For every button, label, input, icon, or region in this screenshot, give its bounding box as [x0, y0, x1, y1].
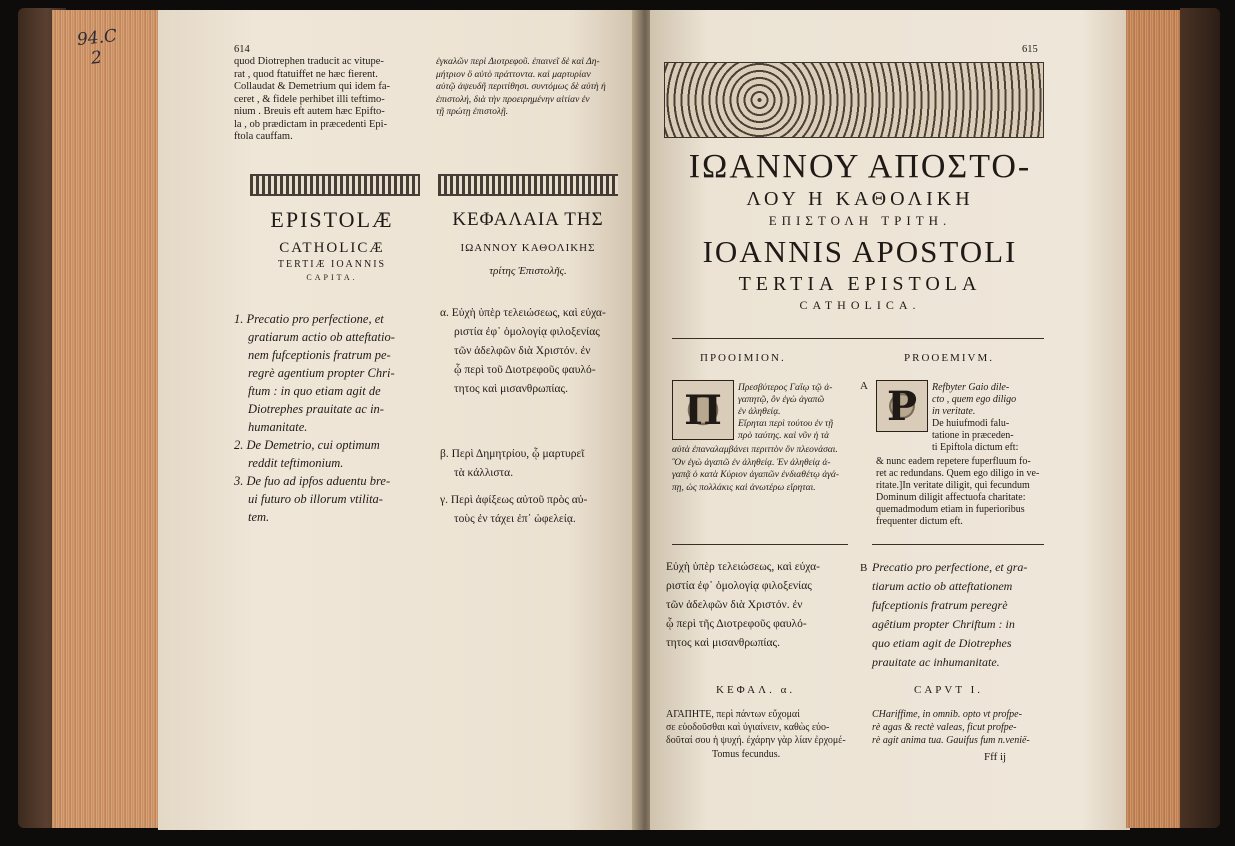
latin-chapter-list: [234, 310, 395, 526]
decorative-headpiece: [664, 62, 1044, 138]
greek-chapter-text: ΑΓΑΠΗΤΕ, περὶ πάντων εὔχομαί σε εὐοδοῦσθαι καὶ ὑγιαίνειν, καθὼς εὐο- δοῦταί σου ἡ ψυχή. ἐχάρην γὰρ λίαν ἐρχομέ-: [666, 709, 846, 746]
latin-chapter-2: 2. De Demetrio, cui optimum reddit teftimonium.: [234, 438, 380, 470]
latin-decorated-initial: P: [876, 380, 928, 432]
latin-intro: quod Diotrephen traducit ac vitupe- rat , quod ftatuiffet ne hæc fierent. Collaudat & Demetrium qui idem fa- ceret , & fidele perhibet illi teftimo- nium . Breuis eft autem hæc Epifto- la , ob prædictam in præcedenti Epi- ftola cauffam.: [234, 56, 391, 142]
right-ornament-band: [438, 174, 618, 196]
left-page-edges: [52, 10, 162, 828]
greek-chapter-3: γ. Περὶ ἀφίξεως αὐτοῦ πρὸς αὐ- τοὺς ἐν τάχει ἐπ᾽ ὠφελείᾳ.: [440, 494, 588, 525]
latin-chapter-heading: CAPVT I.: [914, 684, 984, 696]
right-page-edges: [1126, 10, 1188, 828]
signature-mark: Fff ij: [984, 751, 1007, 763]
latin-chapter-3: 3. De fuo ad ipfos aduentu bre- ui futuro ob illorum vtilita- tem.: [234, 474, 391, 524]
right-page-number: 615: [1022, 44, 1038, 55]
latin-capita-title: EPISTOLÆ CATHOLICÆ TERTIÆ IOANNIS CAPITA.: [270, 207, 394, 282]
catchword: Tomus fecundus.: [712, 749, 781, 760]
latin-summary: Precatio pro perfectione, et gra- tiarum actio ob atteftationem fufceptionis fratrum peregrè agêtium propter Chriftum : in quo etiam agit de Diotrephes prauitate ac inhumanitate.: [872, 560, 1028, 669]
greek-chapter-2: β. Περὶ Δημητρίου, ᾧ μαρτυρεῖ τὰ κάλλιστα.: [440, 448, 585, 479]
right-title-block: ΙΩΑΝΝΟΥ ΑΠΟΣΤΟ- ΛΟΥ Η ΚΑΘΟΛΙΚΗ ΕΠΙΣΤΟΛΗ ΤΡΙΤΗ. IOANNIS APOSTOLI TERTIA EPISTOLA CATHOLICA.: [688, 148, 1032, 312]
handwritten-note: 94.C 2: [76, 26, 118, 69]
summary-rule-left: [672, 544, 848, 545]
right-cover-spine: [1180, 8, 1220, 828]
latin-proem-continued: & nunc eadem repetere fuperfluum fo- ret ac redundans. Quem ego diligo in ve- ritate.]In veritate diligit, qui fecundum Dominum diligit affectuofa charitate: quemadmodum etiam in fuperioribus frequenter dictum eft.: [876, 456, 1040, 527]
latin-proem: Refbyter Gaio dile- cto , quem ego diligo in veritate. De huiufmodi falu- tatione in præceden- ti Epiftola dictum eft:: [932, 382, 1019, 453]
greek-proem-heading: ΠΡΟΟΙΜΙΟΝ.: [700, 352, 786, 364]
left-page-number: 614: [234, 44, 250, 55]
greek-decorated-initial: Π: [672, 380, 734, 440]
greek-chapter-list: [440, 304, 606, 529]
summary-rule-right: [872, 544, 1044, 545]
margin-letter-b: B: [860, 562, 868, 574]
greek-capita-title: ΚΕΦΑΛΑΙΑ ΤΗΣ ΙΩΑΝΝΟΥ ΚΑΘΟΛΙΚΗΣ τρίτης Ἐπιστολῆς.: [452, 209, 604, 277]
latin-proem-heading: PROOEMIVM.: [904, 352, 994, 364]
title-rule: [672, 338, 1044, 339]
left-ornament-band: [250, 174, 420, 196]
greek-chapter-heading: ΚΕΦΑΛ. α.: [716, 684, 796, 696]
greek-intro: ἐγκαλῶν περὶ Διοτρεφοῦ. ἐπαινεῖ δὲ καὶ Δη- μήτριον ὃ αὐτὸ πράττοντα. καὶ μαρτυρίαν αὐτῷ ἀψευδῆ περιτίθησι. συντόμως δὲ αὐτὴ ἡ ἐπιστολή, διὰ τὴν προειρημένην αἰτίαν ἐν τῇ πρώτῃ ἐπιστολῇ.: [436, 57, 606, 117]
latin-chapter-1: 1. Precatio pro perfectione, et gratiarum actio ob atteftatio- nem fufceptionis fratrum pe- regrè agentium propter Chri- ftum : in quo etiam agit de Diotrephes prauitate ac in- humanitate.: [234, 312, 395, 434]
latin-chapter-text: CHariffime, in omnib. opto vt profpe- rè agas & rectè valeas, ficut profpe- rè agit anima tua. Gauifus fum n.venië-: [872, 709, 1030, 746]
greek-proem: Πρεσβύτερος Γαΐῳ τῷ ἀ- γαπητῷ, ὃν ἐγὼ ἀγαπῶ ἐν ἀληθείᾳ. Εἴρηται περὶ τούτου ἐν τῇ πρὸ ταύτης. καὶ νῦν ἡ τὰ: [738, 383, 834, 441]
greek-proem-continued: αὐτὰ ἐπαναλαμβάνει περιττὸν ὂν πλεονάσαι. Ὃν ἐγὼ ἀγαπῶ ἐν ἀληθείᾳ. Ἐν ἀληθείᾳ ἀ- γαπᾷ ὁ κατὰ Κύριον ἀγαπῶν ἐνδιαθέτῳ ἀγά- πῃ, ὡς πολλάκις καὶ ἀνωτέρω εἴρηται.: [672, 445, 840, 493]
margin-letter-a: A: [860, 380, 868, 392]
greek-summary: Εὐχὴ ὑπὲρ τελειώσεως, καὶ εὐχα- ριστία ἐφ᾽ ὁμολογίᾳ φιλοξενίας τῶν ἀδελφῶν διὰ Χριστόν. ἐν ᾧ περὶ τῆς Διοτρεφοῦς φαυλό- τητος καὶ μισανθρωπίας.: [666, 561, 820, 649]
greek-chapter-1: α. Εὐχὴ ὑπὲρ τελειώσεως, καὶ εὐχα- ριστία ἐφ᾽ ὁμολογίᾳ φιλοξενίας τῶν ἀδελφῶν διὰ Χριστόν. ἐν ᾧ περὶ τοῦ Διοτρεφοῦς φαυλό- τητος καὶ μισανθρωπίας.: [440, 307, 606, 395]
